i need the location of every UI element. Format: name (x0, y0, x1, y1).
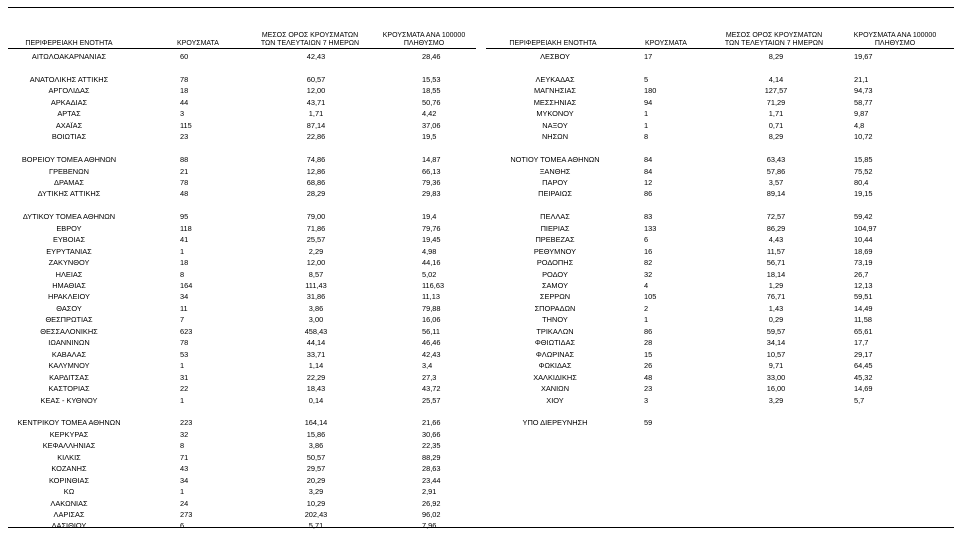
region-name: ΙΩΑΝΝΙΝΩΝ (48, 338, 90, 348)
header-cases-right: ΚΡΟΥΣΜΑΤΑ (645, 40, 687, 47)
avg-7day-value: 16,00 (766, 384, 786, 394)
cases-value: 1 (180, 395, 185, 405)
cases-value: 8 (644, 132, 649, 142)
cases-value: 17 (644, 52, 653, 61)
avg-7day-value: 57,86 (766, 166, 786, 176)
avg-7day-value: 22,86 (306, 132, 326, 142)
avg-7day-value: 10,29 (306, 498, 326, 508)
avg-7day-value: 1,71 (308, 109, 324, 119)
cases-value: 3 (644, 395, 649, 405)
per-100k-value: 3,4 (422, 361, 433, 371)
region-name: ΝΟΤΙΟΥ ΤΟΜΕΑ ΑΘΗΝΩΝ (510, 155, 600, 165)
region-name: ΕΒΡΟΥ (56, 223, 82, 233)
cases-value: 28 (644, 338, 653, 348)
per-100k-value: 26,92 (422, 498, 441, 508)
per-100k-value: 46,46 (422, 338, 441, 348)
per-100k-value: 80,4 (854, 177, 869, 187)
region-name: ΦΘΙΩΤΙΔΑΣ (534, 338, 576, 348)
per-100k-value: 19,4 (422, 212, 437, 222)
region-name: ΚΕΝΤΡΙΚΟΥ ΤΟΜΕΑ ΑΘΗΝΩΝ (17, 418, 121, 428)
header-per100k-left-line2: ΠΛΗΘΥΣΜΟ (403, 40, 445, 47)
avg-7day-value: 68,86 (306, 177, 326, 187)
avg-7day-value: 59,57 (766, 326, 786, 336)
avg-7day-value: 0,14 (308, 395, 324, 405)
region-name: ΝΗΣΩΝ (541, 132, 569, 142)
per-100k-value: 79,88 (422, 303, 441, 313)
region-name: ΛΑΡΙΣΑΣ (53, 510, 85, 519)
cases-value: 133 (644, 223, 657, 233)
region-name: ΛΕΣΒΟΥ (540, 52, 570, 61)
avg-7day-value: 127,57 (764, 86, 788, 96)
cases-value: 7 (180, 315, 185, 325)
region-name: ΗΜΑΘΙΑΣ (52, 281, 86, 290)
region-name: ΚΑΛΥΜΝΟΥ (48, 361, 90, 371)
top-rule (8, 7, 954, 8)
region-name: ΚΑΒΑΛΑΣ (51, 349, 87, 359)
avg-7day-value: 202,43 (304, 510, 328, 519)
per-100k-value: 28,46 (422, 52, 441, 61)
per-100k-value: 50,76 (422, 97, 441, 107)
cases-value: 88 (180, 155, 189, 165)
region-name: ΛΑΣΙΘΙΟΥ (51, 521, 87, 531)
per-100k-value: 59,42 (854, 212, 873, 222)
cases-value: 84 (644, 155, 653, 165)
region-name: ΚΩ (63, 487, 75, 497)
avg-7day-value: 8,57 (308, 269, 324, 279)
region-name: ΗΡΑΚΛΕΙΟΥ (48, 292, 90, 302)
header-avg-left (256, 32, 364, 48)
per-100k-value: 116,63 (422, 281, 445, 290)
region-name: ΔΥΤΙΚΟΥ ΤΟΜΕΑ ΑΘΗΝΩΝ (22, 212, 116, 222)
avg-7day-value: 15,86 (306, 429, 326, 439)
cases-value: 86 (644, 326, 653, 336)
cases-value: 18 (180, 86, 189, 96)
per-100k-value: 22,35 (422, 441, 441, 451)
region-name: ΚΑΡΔΙΤΣΑΣ (49, 372, 89, 382)
cases-value: 86 (644, 189, 653, 199)
region-name: ΛΕΥΚΑΔΑΣ (535, 74, 575, 84)
header-region-left: ΠΕΡΙΦΕΡΕΙΑΚΗ ΕΝΟΤΗΤΑ (25, 40, 113, 47)
region-name: ΦΛΩΡΙΝΑΣ (535, 349, 575, 359)
avg-7day-value: 1,14 (308, 361, 324, 371)
per-100k-value: 26,7 (854, 269, 869, 279)
avg-7day-value: 3,86 (308, 303, 324, 313)
region-name: ΑΙΤΩΛΟΑΚΑΡΝΑΝΙΑΣ (31, 52, 107, 61)
cases-value: 623 (180, 326, 193, 336)
cases-value: 95 (180, 212, 189, 222)
per-100k-value: 75,52 (854, 166, 873, 176)
per-100k-value: 14,87 (422, 155, 441, 165)
region-name: ΜΥΚΟΝΟΥ (536, 109, 574, 119)
avg-7day-value: 63,43 (766, 155, 786, 165)
cases-value: 180 (644, 86, 657, 96)
cases-value: 105 (644, 292, 657, 302)
per-100k-value: 4,98 (422, 246, 437, 256)
avg-7day-value: 71,29 (766, 97, 786, 107)
per-100k-value: 73,19 (854, 258, 873, 268)
cases-value: 12 (644, 177, 653, 187)
per-100k-value: 79,76 (422, 223, 441, 233)
per-100k-value: 43,72 (422, 384, 441, 394)
per-100k-value: 10,44 (854, 235, 873, 245)
per-100k-value: 29,83 (422, 189, 441, 199)
per-100k-value: 59,51 (854, 292, 873, 302)
avg-7day-value: 12,00 (306, 86, 326, 96)
header-rule-right (486, 48, 954, 49)
avg-7day-value: 33,00 (766, 372, 786, 382)
cases-value: 15 (644, 349, 653, 359)
cases-value: 43 (180, 464, 189, 474)
per-100k-value: 27,3 (422, 372, 437, 382)
region-name: ΧΙΟΥ (546, 395, 564, 405)
region-name: ΧΑΝΙΩΝ (540, 384, 570, 394)
cases-value: 71 (180, 452, 189, 462)
region-name: ΔΥΤΙΚΗΣ ΑΤΤΙΚΗΣ (37, 189, 101, 199)
avg-7day-value: 458,43 (304, 326, 328, 336)
avg-7day-value: 31,86 (306, 292, 326, 302)
cases-value: 22 (180, 384, 189, 394)
avg-7day-value: 76,71 (766, 292, 786, 302)
region-name: ΚΕΦΑΛΛΗΝΙΑΣ (42, 441, 96, 451)
cases-value: 16 (644, 246, 653, 256)
region-name: ΚΟΖΑΝΗΣ (51, 464, 87, 474)
region-name: ΑΡΤΑΣ (57, 109, 81, 119)
region-name: ΧΑΛΚΙΔΙΚΗΣ (533, 372, 577, 382)
per-100k-value: 29,17 (854, 349, 873, 359)
avg-7day-value: 8,29 (768, 52, 784, 61)
cases-value: 1 (180, 487, 185, 497)
avg-7day-value: 34,14 (766, 338, 786, 348)
avg-7day-value: 87,14 (306, 120, 326, 130)
cases-value: 1 (644, 109, 649, 119)
avg-7day-value: 3,29 (768, 395, 784, 405)
avg-7day-value: 164,14 (304, 418, 328, 428)
region-name: ΒΟΙΩΤΙΑΣ (51, 132, 87, 142)
avg-7day-value: 79,00 (306, 212, 326, 222)
per-100k-value: 16,06 (422, 315, 441, 325)
per-100k-value: 45,32 (854, 372, 873, 382)
per-100k-value: 12,13 (854, 281, 873, 290)
avg-7day-value: 43,71 (306, 97, 326, 107)
per-100k-value: 19,15 (854, 189, 873, 199)
region-name: ΜΑΓΝΗΣΙΑΣ (534, 86, 576, 96)
cases-value: 34 (180, 292, 189, 302)
cases-value: 41 (180, 235, 189, 245)
avg-7day-value: 12,86 (306, 166, 326, 176)
avg-7day-value: 74,86 (306, 155, 326, 165)
cases-value: 26 (644, 361, 653, 371)
region-name: ΠΕΙΡΑΙΩΣ (538, 189, 572, 199)
per-100k-value: 15,85 (854, 155, 873, 165)
cases-value: 32 (180, 429, 189, 439)
per-100k-value: 18,69 (854, 246, 873, 256)
cases-value: 1 (180, 246, 185, 256)
avg-7day-value: 10,57 (766, 349, 786, 359)
avg-7day-value: 9,71 (768, 361, 784, 371)
avg-7day-value: 28,29 (306, 189, 326, 199)
header-per100k-right-line2: ΠΛΗΘΥΣΜΟ (874, 40, 916, 47)
region-name: ΣΕΡΡΩΝ (539, 292, 571, 302)
region-name: ΣΠΟΡΑΔΩΝ (534, 303, 576, 313)
cases-value: 273 (180, 510, 193, 519)
cases-value: 6 (180, 521, 185, 531)
region-name: ΘΕΣΣΑΛΟΝΙΚΗΣ (40, 326, 98, 336)
header-region-right: ΠΕΡΙΦΕΡΕΙΑΚΗ ΕΝΟΤΗΤΑ (509, 40, 597, 47)
region-name: ΑΝΑΤΟΛΙΚΗΣ ΑΤΤΙΚΗΣ (29, 74, 109, 84)
avg-7day-value: 56,71 (766, 258, 786, 268)
header-avg-right-line2: ΤΩΝ ΤΕΛΕΥΤΑΙΩΝ 7 ΗΜΕΡΩΝ (724, 40, 824, 47)
per-100k-value: 11,58 (854, 315, 872, 325)
region-name: ΤΗΝΟΥ (542, 315, 568, 325)
region-name: ΑΡΚΑΔΙΑΣ (50, 97, 88, 107)
cases-value: 3 (180, 109, 185, 119)
region-name: ΜΕΣΣΗΝΙΑΣ (533, 97, 577, 107)
cases-table (8, 0, 954, 539)
cases-value: 59 (644, 418, 653, 428)
per-100k-value: 58,77 (854, 97, 873, 107)
per-100k-value: 19,5 (422, 132, 437, 142)
per-100k-value: 9,87 (854, 109, 869, 119)
per-100k-value: 14,49 (854, 303, 873, 313)
avg-7day-value: 3,86 (308, 441, 324, 451)
avg-7day-value: 42,43 (306, 52, 326, 61)
per-100k-value: 65,61 (854, 326, 873, 336)
avg-7day-value: 4,14 (768, 74, 784, 84)
avg-7day-value: 60,57 (306, 74, 326, 84)
avg-7day-value: 3,00 (308, 315, 324, 325)
avg-7day-value: 18,43 (306, 384, 326, 394)
avg-7day-value: 12,00 (306, 258, 326, 268)
per-100k-value: 28,63 (422, 464, 441, 474)
per-100k-value: 30,66 (422, 429, 441, 439)
region-name: ΚΑΣΤΟΡΙΑΣ (48, 384, 90, 394)
cases-value: 2 (644, 303, 649, 313)
avg-7day-value: 20,29 (306, 475, 326, 485)
cases-value: 53 (180, 349, 189, 359)
region-name: ΣΑΜΟΥ (541, 281, 569, 290)
avg-7day-value: 1,43 (768, 303, 784, 313)
region-name: ΠΡΕΒΕΖΑΣ (535, 235, 575, 245)
cases-value: 118 (180, 223, 192, 233)
per-100k-value: 104,97 (854, 223, 877, 233)
avg-7day-value: 111,43 (305, 281, 327, 290)
per-100k-value: 19,45 (422, 235, 441, 245)
per-100k-value: 21,1 (854, 74, 869, 84)
cases-value: 60 (180, 52, 189, 61)
per-100k-value: 94,73 (854, 86, 873, 96)
avg-7day-value: 3,29 (308, 487, 324, 497)
per-100k-value: 88,29 (422, 452, 441, 462)
region-name: ΕΥΒΟΙΑΣ (52, 235, 86, 245)
region-name: ΚΕΑΣ - ΚΥΘΝΟΥ (40, 395, 98, 405)
avg-7day-value: 0,71 (768, 120, 784, 130)
per-100k-value: 5,7 (854, 395, 865, 405)
region-name: ΠΑΡΟΥ (542, 177, 568, 187)
region-name: ΛΑΚΩΝΙΑΣ (50, 498, 88, 508)
avg-7day-value: 2,29 (308, 246, 324, 256)
avg-7day-value: 29,57 (306, 464, 326, 474)
per-100k-value: 2,91 (422, 487, 437, 497)
cases-value: 1 (180, 361, 185, 371)
region-name: ΠΕΛΛΑΣ (540, 212, 570, 222)
region-name: ΤΡΙΚΑΛΩΝ (536, 326, 574, 336)
cases-value: 78 (180, 74, 189, 84)
header-avg-left-line2: ΤΩΝ ΤΕΛΕΥΤΑΙΩΝ 7 ΗΜΕΡΩΝ (260, 40, 360, 47)
region-name: ΑΧΑΪΑΣ (55, 120, 83, 130)
region-name: ΖΑΚΥΝΘΟΥ (48, 258, 90, 268)
per-100k-value: 42,43 (422, 349, 441, 359)
region-name: ΠΙΕΡΙΑΣ (540, 223, 570, 233)
per-100k-value: 18,55 (422, 86, 441, 96)
per-100k-value: 4,42 (422, 109, 437, 119)
cases-value: 84 (644, 166, 653, 176)
region-name: ΝΑΞΟΥ (542, 120, 568, 130)
cases-value: 94 (644, 97, 653, 107)
cases-value: 23 (644, 384, 653, 394)
per-100k-value: 10,72 (854, 132, 873, 142)
cases-value: 34 (180, 475, 189, 485)
cases-value: 48 (644, 372, 653, 382)
bottom-rule (8, 527, 954, 528)
avg-7day-value: 22,29 (306, 372, 326, 382)
cases-value: 44 (180, 97, 189, 107)
region-name: ΡΟΔΟΥ (542, 269, 568, 279)
cases-value: 115 (180, 120, 192, 130)
region-name: ΥΠΟ ΔΙΕΡΕΥΝΗΣΗ (522, 418, 588, 428)
avg-7day-value: 3,57 (768, 177, 784, 187)
per-100k-value: 15,53 (422, 74, 441, 84)
avg-7day-value: 71,86 (306, 223, 326, 233)
region-name: ΘΑΣΟΥ (56, 303, 82, 313)
header-per100k-right (846, 32, 944, 48)
per-100k-value: 25,57 (422, 395, 441, 405)
avg-7day-value: 0,29 (768, 315, 784, 325)
cases-value: 48 (180, 189, 189, 199)
avg-7day-value: 25,57 (306, 235, 326, 245)
region-name: ΗΛΕΙΑΣ (55, 269, 83, 279)
region-name: ΘΕΣΠΡΩΤΙΑΣ (45, 315, 93, 325)
header-avg-left-line1: ΜΕΣΟΣ ΟΡΟΣ ΚΡΟΥΣΜΑΤΩΝ (261, 32, 359, 39)
avg-7day-value: 33,71 (306, 349, 326, 359)
cases-value: 1 (644, 120, 649, 130)
cases-value: 21 (180, 166, 189, 176)
header-per100k-left (380, 32, 468, 48)
per-100k-value: 79,36 (422, 177, 441, 187)
per-100k-value: 17,7 (854, 338, 869, 348)
per-100k-value: 66,13 (422, 166, 441, 176)
region-name: ΡΕΘΥΜΝΟΥ (533, 246, 577, 256)
region-name: ΔΡΑΜΑΣ (54, 177, 84, 187)
avg-7day-value: 5,71 (308, 521, 324, 531)
region-name: ΕΥΡΥΤΑΝΙΑΣ (46, 246, 92, 256)
header-avg-right-line1: ΜΕΣΟΣ ΟΡΟΣ ΚΡΟΥΣΜΑΤΩΝ (725, 32, 823, 39)
per-100k-value: 56,11 (422, 326, 440, 336)
per-100k-value: 5,02 (422, 269, 437, 279)
region-name: ΚΙΛΚΙΣ (57, 452, 81, 462)
cases-value: 5 (644, 74, 649, 84)
region-name: ΒΟΡΕΙΟΥ ΤΟΜΕΑ ΑΘΗΝΩΝ (21, 155, 117, 165)
cases-value: 31 (180, 372, 189, 382)
region-name: ΞΑΝΘΗΣ (539, 166, 571, 176)
per-100k-value: 64,45 (854, 361, 873, 371)
avg-7day-value: 1,29 (768, 281, 784, 290)
per-100k-value: 44,16 (422, 258, 441, 268)
header-per100k-left-line1: ΚΡΟΥΣΜΑΤΑ ΑΝΑ 100000 (382, 32, 466, 39)
region-name: ΡΟΔΟΠΗΣ (536, 258, 574, 268)
region-name: ΦΩΚΙΔΑΣ (538, 361, 572, 371)
avg-7day-value: 89,14 (766, 189, 786, 199)
per-100k-value: 7,96 (422, 521, 437, 531)
avg-7day-value: 44,14 (306, 338, 326, 348)
header-rule-left (8, 48, 476, 49)
cases-value: 18 (180, 258, 189, 268)
per-100k-value: 23,44 (422, 475, 441, 485)
avg-7day-value: 8,29 (768, 132, 784, 142)
avg-7day-value: 86,29 (766, 223, 786, 233)
per-100k-value: 11,13 (422, 292, 440, 302)
avg-7day-value: 18,14 (766, 269, 786, 279)
cases-value: 82 (644, 258, 653, 268)
header-per100k-right-line1: ΚΡΟΥΣΜΑΤΑ ΑΝΑ 100000 (853, 32, 937, 39)
cases-value: 32 (644, 269, 653, 279)
header-cases-left: ΚΡΟΥΣΜΑΤΑ (177, 40, 219, 47)
cases-value: 164 (180, 281, 193, 290)
cases-value: 23 (180, 132, 189, 142)
region-name: ΚΕΡΚΥΡΑΣ (49, 429, 89, 439)
per-100k-value: 4,8 (854, 120, 865, 130)
avg-7day-value: 50,57 (306, 452, 326, 462)
cases-value: 24 (180, 498, 189, 508)
cases-value: 6 (644, 235, 649, 245)
per-100k-value: 96,02 (422, 510, 441, 519)
cases-value: 78 (180, 177, 189, 187)
cases-value: 83 (644, 212, 653, 222)
per-100k-value: 14,69 (854, 384, 873, 394)
region-name: ΑΡΓΟΛΙΔΑΣ (48, 86, 90, 96)
cases-value: 8 (180, 441, 185, 451)
cases-value: 1 (644, 315, 649, 325)
per-100k-value: 37,06 (422, 120, 441, 130)
per-100k-value: 21,66 (422, 418, 441, 428)
avg-7day-value: 72,57 (766, 212, 786, 222)
cases-value: 11 (180, 303, 188, 313)
cases-value: 223 (180, 418, 193, 428)
avg-7day-value: 4,43 (768, 235, 784, 245)
per-100k-value: 19,67 (854, 52, 873, 61)
avg-7day-value: 1,71 (768, 109, 784, 119)
avg-7day-value: 11,57 (767, 246, 785, 256)
region-name: ΚΟΡΙΝΘΙΑΣ (48, 475, 90, 485)
cases-value: 4 (644, 281, 649, 290)
cases-value: 8 (180, 269, 185, 279)
region-name: ΓΡΕΒΕΝΩΝ (49, 166, 89, 176)
cases-value: 78 (180, 338, 189, 348)
header-avg-right (720, 32, 828, 48)
